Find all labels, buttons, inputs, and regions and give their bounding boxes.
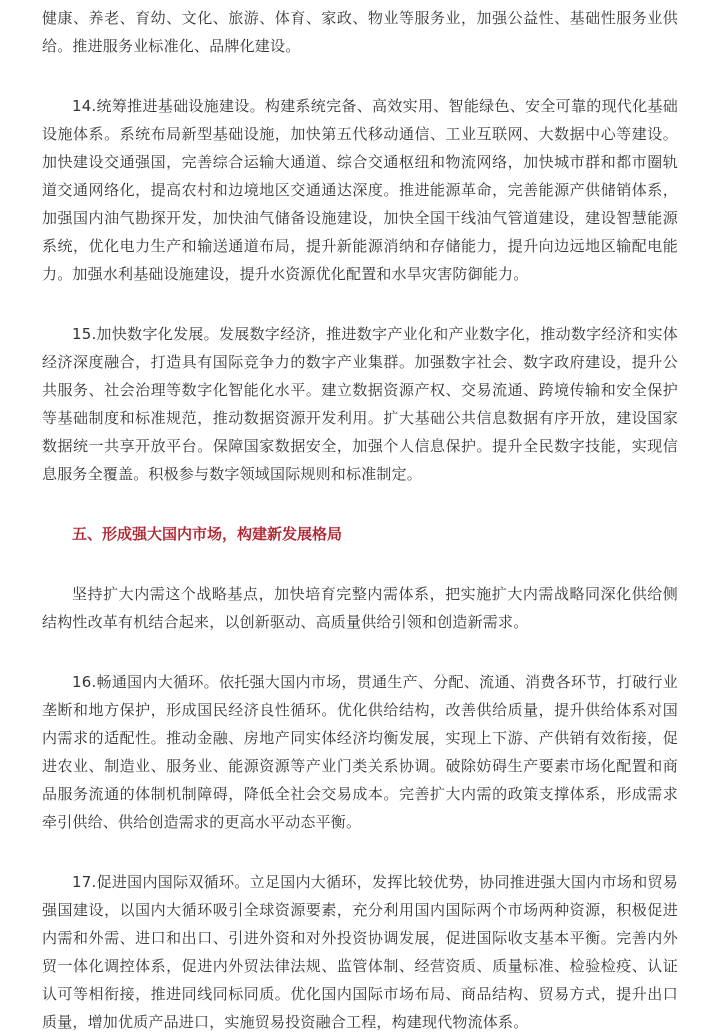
paragraph-gap: [42, 836, 678, 868]
paragraph-gap: [42, 636, 678, 668]
document-body: [42, 4, 678, 1036]
paragraph-15-digital: 15.加快数字化发展。发展数字经济，推进数字产业化和产业数字化，推动数字经济和实体经济深度融合，打造具有国际竞争力的数字产业集群。加强数字社会、数字政府建设，提升公共服务、社会治理等数字化智能化水平。建立数据资源产权、交易流通、跨境传输和安全保护等基础制度和标准规范，推动数据资源开发利用。扩大基础公共信息数据有序开放，建设国家数据统一共享开放平台。保障国家数据安全，加强个人信息保护。提升全民数字技能，实现信息服务全覆盖。积极参与数字领域国际规则和标准制定。: [42, 325, 678, 483]
paragraph-gap: [42, 488, 678, 520]
paragraph-gap: [42, 60, 678, 92]
section-heading-5: 五、形成强大国内市场，构建新发展格局: [72, 525, 343, 543]
paragraph-section-5-intro: 坚持扩大内需这个战略基点，加快培育完整内需体系，把实施扩大内需战略同深化供给侧结构性改革有机结合起来，以创新驱动、高质量供给引领和创造新需求。: [42, 585, 678, 631]
paragraph-gap: [42, 288, 678, 320]
paragraph-17-dual-circulation: 17.促进国内国际双循环。立足国内大循环，发挥比较优势，协同推进强大国内市场和贸易强国建设，以国内大循环吸引全球资源要素，充分利用国内国际两个市场两种资源，积极促进内需和外需、进口和出口、引进外资和对外投资协调发展，促进国际收支基本平衡。完善内外贸一体化调控体系，促进内外贸法律法规、监管体制、经营资质、质量标准、检验检疫、认证认可等相衔接，推进同线同标同质。优化国内国际市场布局、商品结构、贸易方式，提升出口质量，增加优质产品进口，实施贸易投资融合工程，构建现代物流体系。: [42, 873, 678, 1031]
paragraph-services-tail: 健康、养老、育幼、文化、旅游、体育、家政、物业等服务业，加强公益性、基础性服务业供给。推进服务业标准化、品牌化建设。: [42, 9, 678, 55]
paragraph-14-infrastructure: 14.统筹推进基础设施建设。构建系统完备、高效实用、智能绿色、安全可靠的现代化基础设施体系。系统布局新型基础设施，加快第五代移动通信、工业互联网、大数据中心等建设。加快建设交通强国，完善综合运输大通道、综合交通枢纽和物流网络，加快城市群和都市圈轨道交通网络化，提高农村和边境地区交通通达深度。推进能源革命，完善能源产供储销体系，加强国内油气勘探开发，加快油气储备设施建设，加快全国干线油气管道建设，建设智慧能源系统，优化电力生产和输送通道布局，提升新能源消纳和存储能力，提升向边远地区输配电能力。加强水利基础设施建设，提升水资源优化配置和水旱灾害防御能力。: [42, 97, 678, 283]
paragraph-gap: [42, 548, 678, 580]
paragraph-16-domestic-circulation: 16.畅通国内大循环。依托强大国内市场，贯通生产、分配、流通、消费各环节，打破行业垄断和地方保护，形成国民经济良性循环。优化供给结构，改善供给质量，提升供给体系对国内需求的适配性。推动金融、房地产同实体经济均衡发展，实现上下游、产供销有效衔接，促进农业、制造业、服务业、能源资源等产业门类关系协调。破除妨碍生产要素市场化配置和商品服务流通的体制机制障碍，降低全社会交易成本。完善扩大内需的政策支撑体系，形成需求牵引供给、供给创造需求的更高水平动态平衡。: [42, 673, 678, 831]
